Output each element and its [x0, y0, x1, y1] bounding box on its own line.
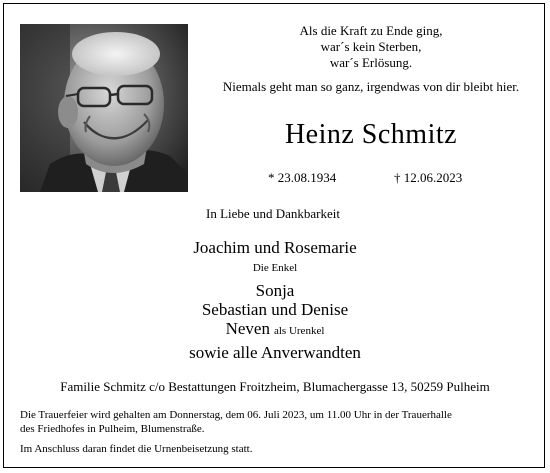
- ceremony-line-1: Die Trauerfeier wird gehalten am Donnerstag, dem 06. Juli 2023, um 11.00 Uhr in der Trauerhalle: [20, 409, 452, 421]
- great-grandchild-line: [0, 319, 550, 339]
- death-date: † 12.06.2023: [394, 170, 463, 185]
- poem-line-3: war´s Erlösung.: [329, 55, 413, 70]
- grandchild-name-1: Sonja: [255, 281, 295, 300]
- portrait-photo: [20, 24, 188, 192]
- great-grandchild-label: als Urenkel: [273, 325, 325, 337]
- great-grandchild-name: Neven: [225, 319, 270, 338]
- poem-line-1: Als die Kraft zu Ende ging,: [299, 23, 443, 38]
- deceased-name: Heinz Schmitz: [284, 119, 458, 150]
- portrait-image: [20, 24, 188, 192]
- poem-line-2: war´s kein Sterben,: [320, 39, 422, 54]
- relatives-line: sowie alle Anverwandten: [189, 343, 361, 362]
- contact-address: Familie Schmitz c/o Bestattungen Froitzheim, Blumachergasse 13, 50259 Pulheim: [60, 379, 490, 394]
- poem-line-4: Niemals geht man so ganz, irgendwas von dir bleibt hier.: [222, 79, 520, 94]
- children-names: Joachim und Rosemarie: [193, 238, 357, 257]
- birth-date: * 23.08.1934: [268, 170, 337, 185]
- grandchildren-label: Die Enkel: [252, 262, 298, 274]
- burial-note: Im Anschluss daran findet die Urnenbeisetzung statt.: [20, 443, 253, 455]
- grandchild-name-2: Sebastian und Denise: [201, 300, 349, 319]
- mourners-intro: In Liebe und Dankbarkeit: [206, 206, 340, 221]
- ceremony-line-2: des Friedhofes in Pulheim, Blumenstraße.: [20, 423, 205, 435]
